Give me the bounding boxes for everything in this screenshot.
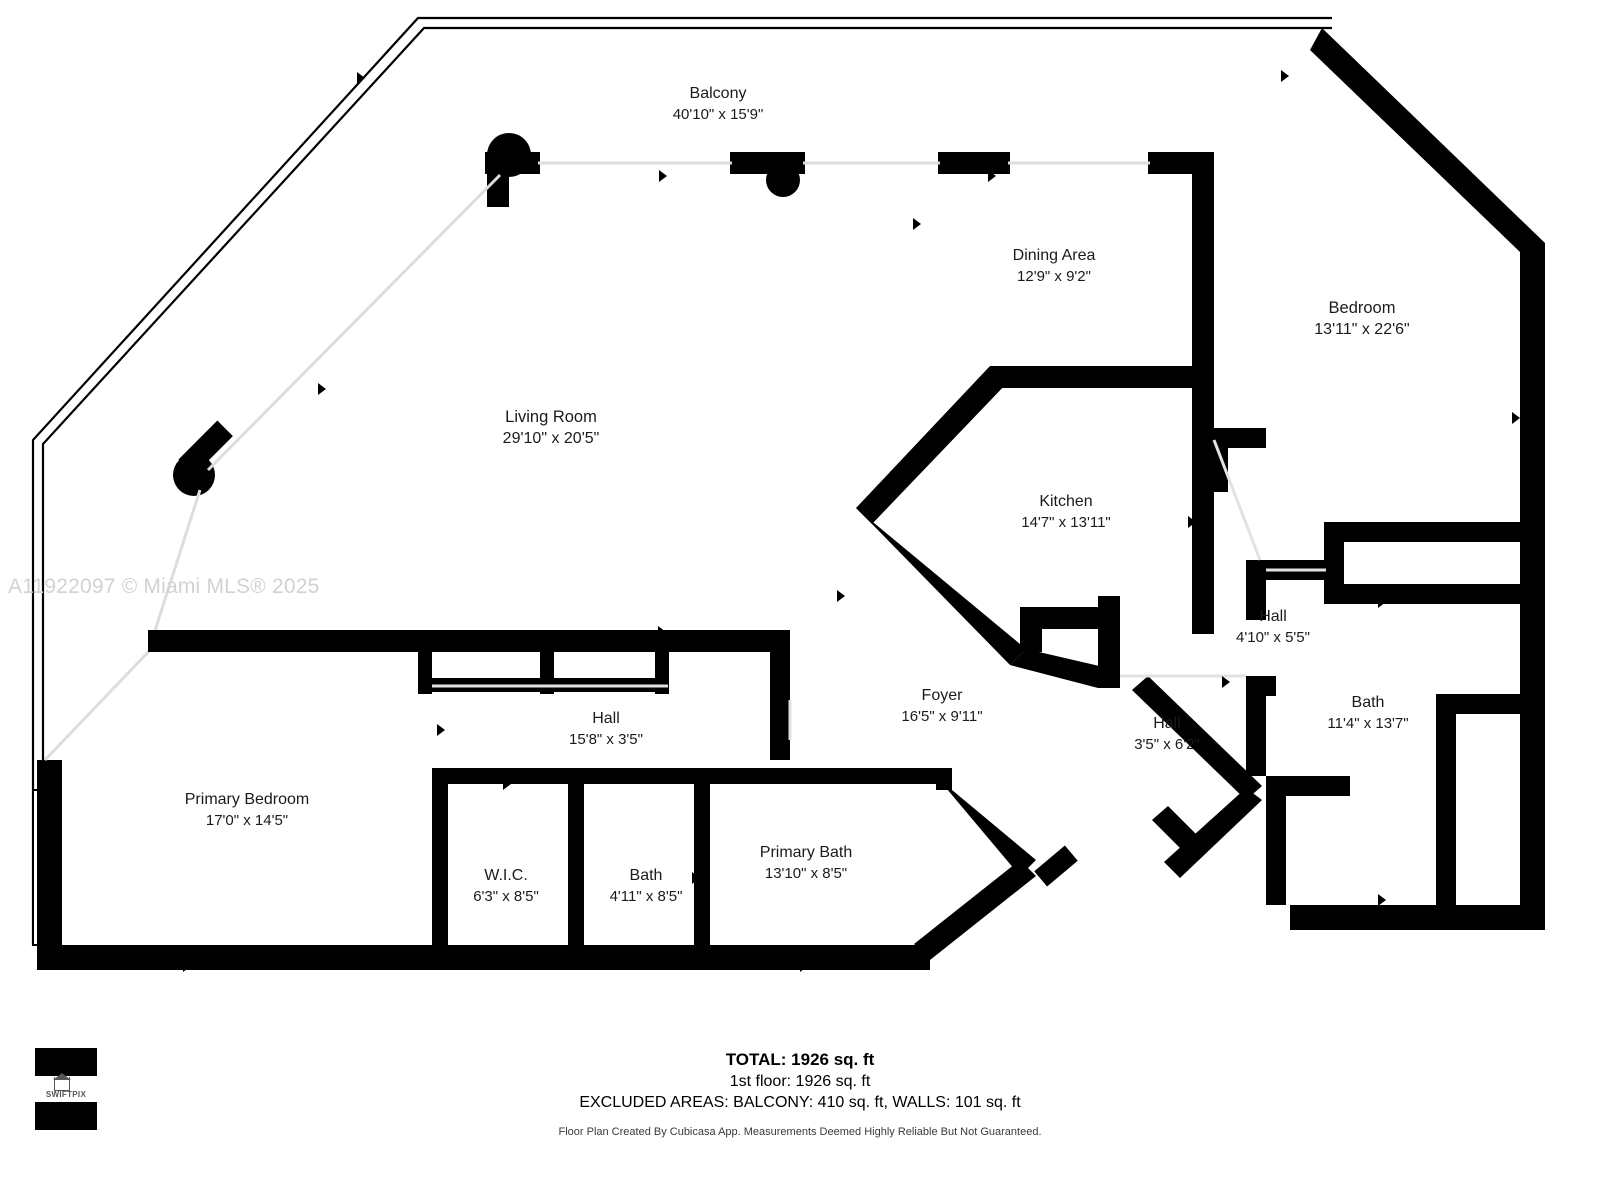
room-name: Bedroom [1328, 299, 1396, 318]
room-name: Hall [592, 710, 620, 728]
room-name: Living Room [505, 408, 597, 427]
room-name: Hall [1259, 608, 1287, 626]
house-icon [54, 1077, 70, 1091]
room-dimensions: 16'5" x 9'11" [901, 707, 983, 725]
direction-arrows [183, 70, 1520, 972]
logo-mark [35, 1076, 97, 1102]
area-summary [0, 1050, 1600, 1138]
room-dimensions: 14'7" x 13'11" [1021, 513, 1111, 531]
room-name: Primary Bedroom [184, 791, 310, 809]
logo-text: SWIFTPIX [45, 1090, 87, 1099]
room-dimensions: 4'10" x 5'5" [1236, 628, 1310, 646]
total-area: TOTAL: 1926 sq. ft [725, 1050, 875, 1069]
mls-watermark: A11922097 © Miami MLS® 2025 [8, 575, 320, 598]
room-dimensions: 4'11" x 8'5" [609, 887, 683, 905]
room-dimensions: 40'10" x 15'9" [672, 105, 764, 123]
creator-credit: Floor Plan Created By Cubicasa App. Measurements Deemed Highly Reliable But Not Guaranteed. [558, 1126, 1042, 1138]
room-dimensions: 3'5" x 6'2" [1134, 735, 1200, 753]
room-name: Balcony [689, 85, 747, 103]
room-name: Dining Area [1012, 247, 1096, 265]
room-name: Primary Bath [759, 844, 853, 862]
room-dimensions: 11'4" x 13'7" [1327, 714, 1409, 732]
room-dimensions: 15'8" x 3'5" [569, 730, 643, 748]
balcony-railing [33, 18, 1332, 945]
swiftpix-logo [35, 1048, 97, 1130]
floor-area: 1st floor: 1926 sq. ft [729, 1073, 871, 1090]
room-dimensions: 29'10" x 20'5" [502, 430, 600, 448]
room-dimensions: 12'9" x 9'2" [1017, 267, 1091, 285]
room-name: Bath [629, 867, 663, 885]
room-dimensions: 6'3" x 8'5" [473, 887, 539, 905]
room-name: Hall [1153, 715, 1181, 733]
room-name: Foyer [921, 687, 963, 705]
room-name: Bath [1351, 694, 1385, 712]
logo-bar-top [35, 1048, 97, 1076]
room-name: W.I.C. [484, 867, 528, 885]
excluded-areas: EXCLUDED AREAS: BALCONY: 410 sq. ft, WALLS: 101 sq. ft [579, 1094, 1021, 1111]
logo-bar-bottom [35, 1102, 97, 1130]
room-dimensions: 13'10" x 8'5" [764, 864, 848, 882]
room-name: Kitchen [1039, 493, 1093, 511]
interior-walls [148, 152, 1536, 960]
room-dimensions: 17'0" x 14'5" [205, 811, 289, 829]
room-dimensions: 13'11" x 22'6" [1314, 321, 1410, 339]
